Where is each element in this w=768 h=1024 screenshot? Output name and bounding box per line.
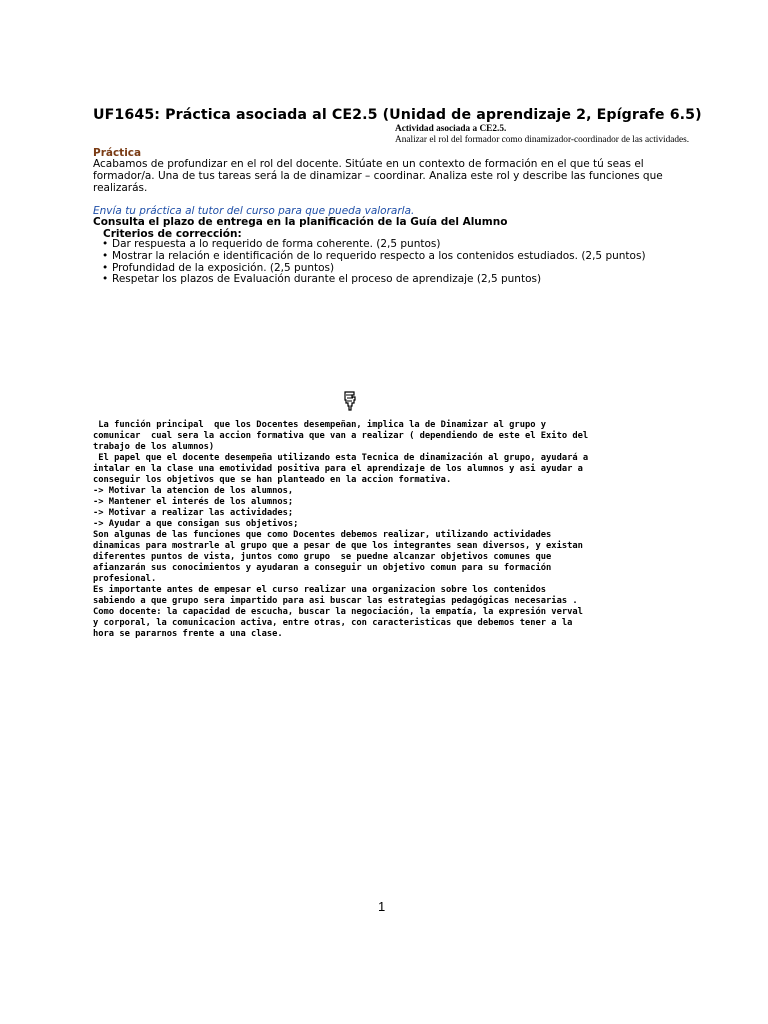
answer-line: diferentes puntos de vista, juntos como grupo se puedne alcanzar objetivos comunes que [93,552,552,562]
answer-line: Como docente: la capacidad de escucha, buscar la negociación, la empatía, la expresión verval [93,607,583,617]
answer-line: y corporal, la comunicacion activa, entre otras, con caracteristicas que debemos tener a la [93,618,573,628]
answer-line: El papel que el docente desempeña utilizando esta Tecnica de dinamización al grupo, ayudará a [93,453,589,463]
bullet-icon: • [102,249,109,262]
answer-text [93,420,693,640]
answer-line: intalar en la clase una emotividad positiva para el aprendizaje de los alumnos y asi ayudar a [93,464,583,474]
bullet-icon: • [102,261,109,274]
criteria-heading: Criterios de corrección: [103,227,242,240]
bullet-icon: • [102,238,109,250]
answer-line: -> Mantener el interés de los alumnos; [93,497,294,507]
criteria-list [101,239,646,286]
intro-paragraph: Acabamos de profundizar en el rol del docente. Sitúate en un contexto de formación en el que tú seas el formador/a. Una de tus tareas será la de dinamizar – coordinar. Analiza este rol y describe las funciones que realizarás. [93,158,663,195]
answer-line: conseguir los objetivos que se han planteado en la accion formativa. [93,475,452,485]
activity-box [395,124,689,146]
answer-line: dinamicas para mostrarle al grupo que a pesar de que los integrantes sean diversos, y existan [93,541,583,551]
answer-line: Es importante antes de empesar el curso realizar una organizacion sobre los contenidos [93,585,547,595]
criterion-text: Dar respuesta a lo requerido de forma coherente. (2,5 puntos) [112,238,441,250]
answer-line: trabajo de los alumnos) [93,442,215,452]
answer-line: sabiendo a que grupo sera impartido para asi buscar las estrategias pedagógicas necesarias . [93,596,578,606]
answer-line: -> Motivar a realizar las actividades; [93,508,294,518]
answer-line: Son algunas de las funciones que como Docentes debemos realizar, utilizando actividades [93,530,552,540]
criterion-text: Mostrar la relación e identificación de lo requerido respecto a los contenidos estudiados. (2,5 puntos) [112,249,646,262]
answer-line: hora se pararnos frente a una clase. [93,629,283,639]
activity-description: Analizar el rol del formador como dinamizador-coordinador de las actividades. [395,135,690,145]
answer-line: -> Motivar la atencion de los alumnos, [93,486,294,496]
page-title: UF1645: Práctica asociada al CE2.5 (Unidad de aprendizaje 2, Epígrafe 6.5) [93,107,702,123]
pointing-hand-icon [342,391,358,411]
practica-heading: Práctica [93,147,142,159]
answer-line: -> Ayudar a que consigan sus objetivos; [93,519,299,529]
deadline-note: Consulta el plazo de entrega en la planificación de la Guía del Alumno [93,216,508,228]
answer-line: La función principal que los Docentes desempeñan, implica la de Dinamizar al grupo y [93,420,547,430]
criterion-text: Profundidad de la exposición. (2,5 puntos) [112,261,335,274]
criterion-text: Respetar los plazos de Evaluación durante el proceso de aprendizaje (2,5 puntos) [112,273,542,286]
activity-label: Actividad asociada a CE2.5. [395,124,507,134]
send-note: Envía tu práctica al tutor del curso para que pueda valorarla. [93,205,415,217]
page-number: 1 [378,899,386,914]
answer-line: comunicar cual sera la accion formativa que van a realizar ( dependiendo de este el Exito del [93,431,589,441]
bullet-icon: • [102,273,109,286]
answer-line: afianzarán sus conocimientos y ayudaran a conseguir un objetivo comun para su formación [93,563,552,573]
list-item [101,274,646,286]
answer-line: profesional. [93,574,157,584]
